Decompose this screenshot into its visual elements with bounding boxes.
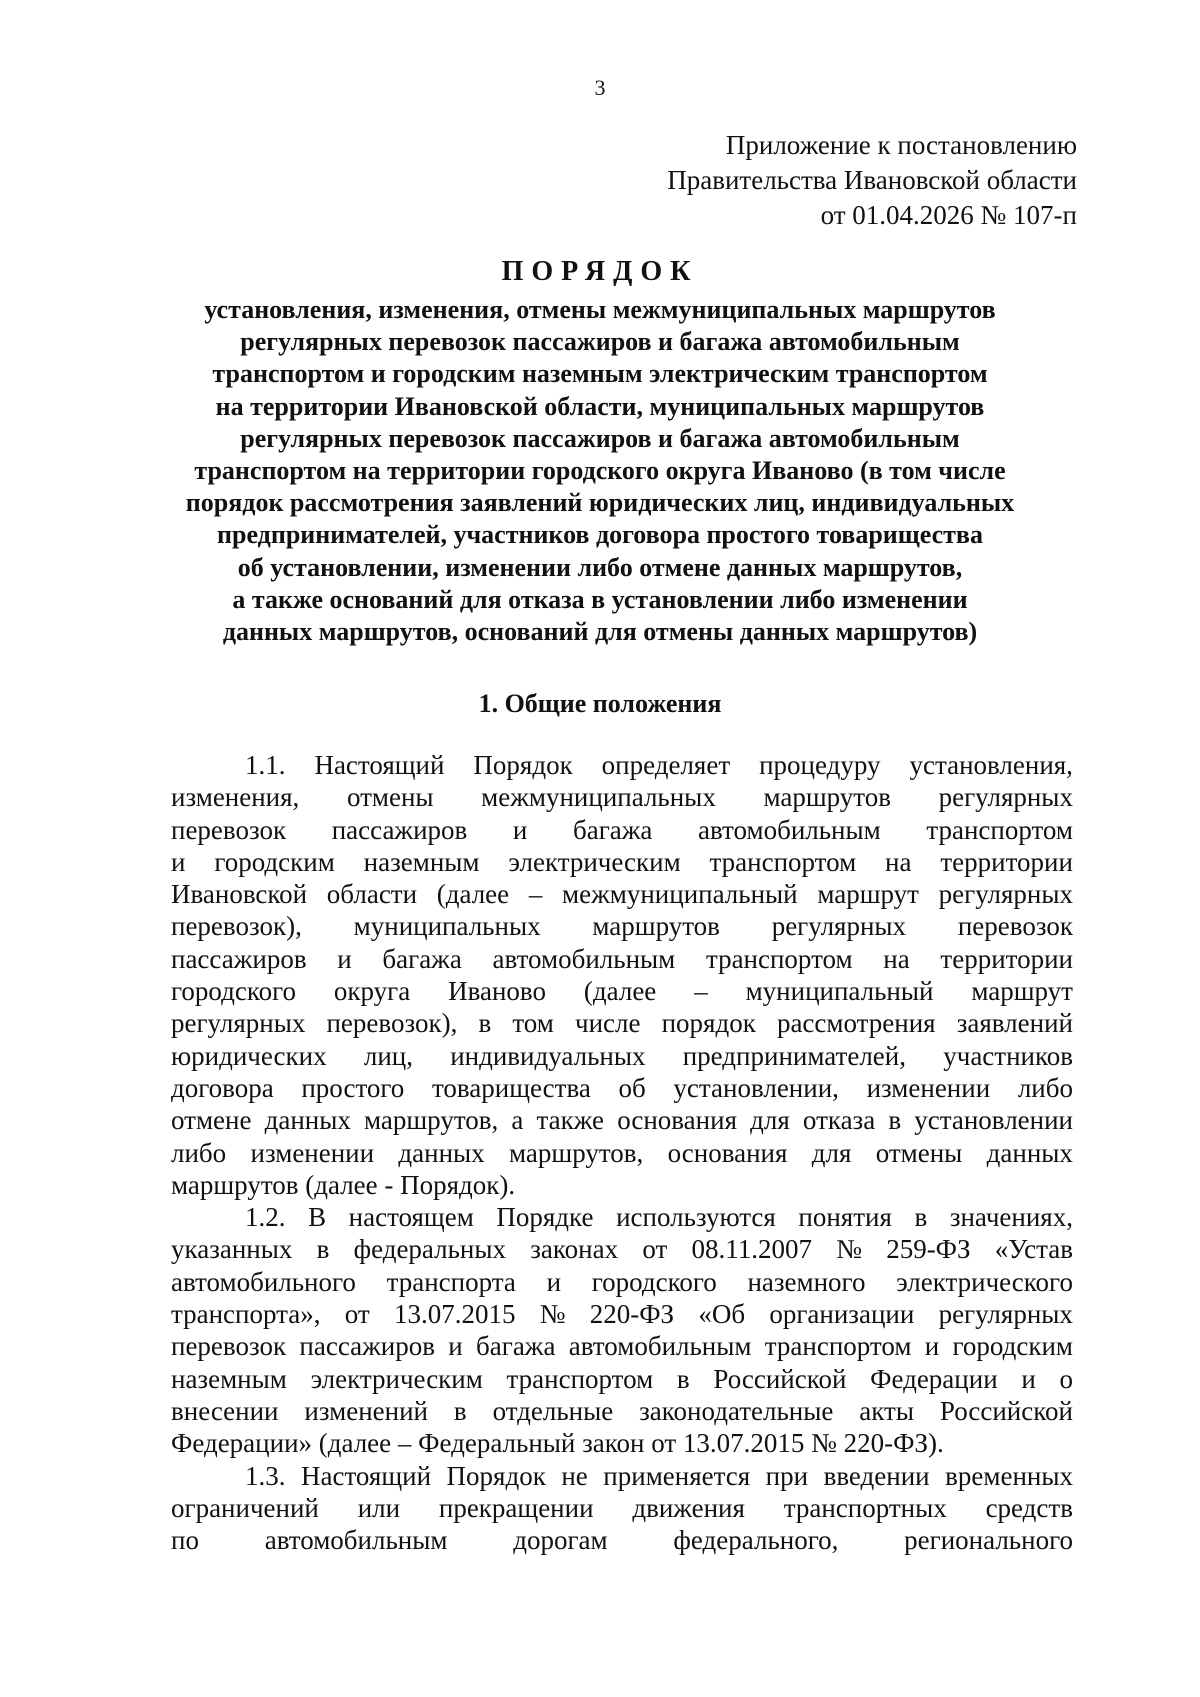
body-word: изменения, [171,782,300,813]
body-word: в [316,1234,330,1265]
body-word: либо [1017,1072,1073,1103]
body-word: отдельные [492,1395,614,1426]
body-word: транспортом [709,846,857,877]
body-word: Настоящий [301,1460,432,1491]
body-word: на [885,846,912,877]
body-word: указанных [171,1234,293,1265]
body-word: данных [986,1137,1073,1168]
body-word: 08.11.2007 [691,1234,812,1265]
body-word: основания [667,1137,788,1168]
body-word: понятия [798,1202,892,1233]
body-word: округа [333,976,411,1007]
subtitle-line: регулярных перевозок пассажиров и багажа автомобильным [240,327,960,357]
body-word: ограничений [171,1492,319,1523]
approval-line: от 01.04.2026 № 107-п [820,200,1077,230]
body-word: маршрут [817,879,919,910]
body-text [171,749,1073,1556]
body-word: области [326,879,418,910]
subtitle-line: данных маршрутов, оснований для отмены данных маршрутов) [222,617,978,647]
body-word: автомобильным [264,1525,448,1556]
body-word: дорогам [513,1525,608,1556]
approval-block [667,128,1077,233]
body-word: для [750,1105,790,1136]
body-word: законах [530,1234,619,1265]
body-word: Российской [713,1363,847,1394]
body-word: территории [940,943,1073,974]
body-line [171,1201,1073,1233]
body-word: Российской [939,1395,1073,1426]
body-word: В [308,1202,327,1233]
subtitle-line: регулярных перевозок пассажиров и багажа автомобильным [240,423,960,453]
body-word: внесении [171,1395,279,1426]
body-word: законодательные [639,1395,834,1426]
body-line [171,878,1073,910]
body-word: простого [301,1072,405,1103]
body-word: для [811,1137,852,1168]
body-word: городского [171,976,296,1007]
body-word: основания [617,1105,737,1136]
body-word: при [765,1460,809,1491]
body-word: отказа [802,1105,876,1136]
body-word: участников [943,1040,1073,1071]
body-word: транспортных [783,1492,947,1523]
body-word: – [694,976,708,1007]
body-word: территории [940,846,1073,877]
body-word: определяет [601,750,731,780]
body-word: отмене [171,1105,252,1136]
body-word: маршрутов [592,911,720,942]
body-word: № [539,1299,566,1330]
body-word: временных [945,1460,1073,1491]
body-line [171,1460,1073,1492]
body-word: багажа [476,1331,556,1362]
body-line [171,1395,1073,1427]
body-word: в [914,1202,928,1233]
body-word: предпринимателей, [682,1040,906,1071]
body-line [171,846,1073,878]
body-word: «Устав [994,1234,1073,1265]
body-word: регулярных [771,911,907,942]
body-word: изменении [866,1072,991,1103]
body-word: наземным [363,846,480,877]
body-line [171,814,1073,846]
body-word: (далее [436,879,510,910]
body-word: данных [264,1105,351,1136]
body-word: муниципальных [353,911,541,942]
body-word: и [546,1266,562,1297]
body-word: пассажиров [331,814,468,845]
body-word: перевозок [957,911,1073,942]
body-word: регионального [904,1525,1073,1556]
body-line [171,1104,1073,1136]
body-line [171,1266,1073,1298]
body-word: маршрутов [763,782,891,813]
body-word: «Об [698,1299,746,1330]
body-word: от [344,1299,370,1330]
body-word: 220-ФЗ [589,1299,675,1330]
body-word: 1.3. [245,1460,286,1491]
body-word: в [453,1395,467,1426]
body-line [171,943,1073,975]
body-word: о [1059,1363,1073,1394]
subtitle-line: транспортом на территории городского округа Иваново (в том числе [194,456,1006,486]
body-line [171,1007,1073,1039]
body-word: Порядок [446,1460,546,1491]
body-word: и [448,1331,463,1362]
body-word: и [1021,1363,1036,1394]
body-word: перевозок [171,814,287,845]
body-line [171,910,1073,942]
body-word: изменении [250,1137,375,1168]
body-word: Порядке [496,1202,594,1233]
body-word: акты [859,1395,914,1426]
body-word: данных [398,1137,485,1168]
body-word: городским [214,846,335,877]
body-line [171,1492,1073,1524]
body-word: значениях, [949,1202,1073,1233]
body-word: маршрут [971,976,1073,1007]
body-word: пассажиров [299,1331,435,1362]
body-word: и [512,814,528,845]
body-word: индивидуальных [450,1040,646,1071]
body-word: договора [171,1072,274,1103]
subtitle-line: порядок рассмотрения заявлений юридических лиц, индивидуальных [185,488,1015,518]
body-word: электрического [896,1266,1073,1297]
body-word: транспортом [926,814,1073,845]
body-word: изменений [304,1395,428,1426]
body-word: процедуру [759,750,881,780]
body-word: регулярных [938,879,1073,910]
body-word: наземным [171,1363,287,1394]
body-word: установления, [909,750,1073,780]
body-word: числе [574,1008,641,1039]
body-word: электрическим [508,846,681,877]
subtitle-line: а также оснований для отказа в установлении либо изменении [232,584,968,614]
body-word: транспортом [705,943,853,974]
document-title: ПОРЯДОК [501,256,699,287]
body-word: отмены [346,782,434,813]
body-word: по [171,1525,199,1556]
body-word: регулярных [938,1299,1073,1330]
body-word: об [618,1072,646,1103]
body-word: (далее [583,976,657,1007]
body-word: транспортом [764,1331,912,1362]
body-line: Федерации» (далее – Федеральный закон от 13.07.2015 № 220-ФЗ). [171,1428,944,1459]
body-word: от [642,1234,668,1265]
subtitle-line: установления, изменения, отмены межмуниципальных маршрутов [204,295,996,324]
body-word: багажа [572,814,653,845]
body-word: регулярных [171,1008,306,1039]
body-word: городским [952,1331,1073,1362]
body-word: федерального, [673,1525,839,1556]
body-word: также [536,1105,605,1136]
body-word: муниципальный [745,976,934,1007]
body-word: организации [769,1299,915,1330]
body-line [171,749,1073,781]
body-word: и [924,1331,940,1362]
body-word: 13.07.2015 [393,1299,516,1330]
body-word: багажа [382,943,462,974]
body-word: № [836,1234,862,1265]
body-word: используются [616,1202,776,1233]
body-word: наземного [747,1266,866,1297]
body-word: электрическим [310,1363,483,1394]
body-word: регулярных [938,782,1073,813]
body-word: не [561,1460,588,1491]
body-word: товарищества [431,1072,591,1103]
body-word: межмуниципальный [562,879,798,910]
body-word: 1.1. [245,750,286,780]
subtitle-line: на территории Ивановской области, муниципальных маршрутов [215,391,985,421]
body-word: установлении [914,1105,1073,1136]
body-word: введении [823,1460,930,1491]
body-line [171,1298,1073,1330]
body-word: на [883,943,910,974]
body-word: отмены [875,1137,963,1168]
body-line [171,1040,1073,1072]
body-word: городского [591,1266,717,1297]
body-word: а [511,1105,524,1136]
body-word: автомобильным [492,943,676,974]
body-word: движения [632,1492,745,1523]
body-word: в [888,1105,902,1136]
body-word: либо [171,1137,227,1168]
body-word: лиц, [363,1040,413,1071]
body-word: 1.2. [245,1202,286,1233]
body-word: юридических [171,1040,327,1071]
body-word: настоящем [348,1202,474,1233]
body-line [171,1363,1073,1395]
subtitle-line: транспортом и городским наземным электрическим транспортом [212,359,988,389]
approval-line: Правительства Ивановской области [667,165,1077,195]
body-word: порядок [661,1008,756,1039]
body-line [171,1330,1073,1362]
body-word: 259-ФЗ [886,1234,971,1265]
body-word: или [357,1492,401,1523]
subtitle-line: предпринимателей, участников договора простого товарищества [217,520,983,550]
subtitle-line: об установлении, изменении либо отмене данных маршрутов, [237,552,963,582]
body-word: в [478,1008,492,1039]
body-word: Федерации [870,1363,998,1394]
body-line [171,1072,1073,1104]
section-heading: 1. Общие положения [478,689,722,718]
body-word: автомобильным [568,1331,752,1362]
body-word: том [512,1008,554,1039]
body-word: средств [985,1492,1073,1523]
body-word: прекращении [438,1492,594,1523]
approval-line: Приложение к постановлению [725,130,1077,160]
body-word: рассмотрения [776,1008,936,1039]
body-word: перевозок [171,1331,287,1362]
body-word: – [528,879,543,910]
body-word: федеральных [353,1234,507,1265]
body-word: перевозок), [326,1008,458,1039]
body-word: заявлений [956,1008,1073,1039]
body-line [171,1137,1073,1169]
body-word: автомобильным [698,814,881,845]
body-word: Порядок [473,750,573,780]
body-line: маршрутов (далее - Порядок). [171,1169,516,1200]
body-word: транспорта [386,1266,516,1297]
body-word: установлении, [673,1072,839,1103]
body-word: Ивановской [171,879,308,910]
body-word: межмуниципальных [481,782,716,813]
body-word: и [337,943,352,974]
body-word: перевозок), [171,911,302,942]
body-word: и [171,846,186,877]
body-word: в [676,1363,690,1394]
body-word: транспорта», [171,1299,321,1330]
body-word: маршрутов, [364,1105,499,1136]
body-word: маршрутов, [509,1137,644,1168]
document-subtitle [100,294,1100,648]
body-word: применяется [603,1460,751,1491]
body-word: Настоящий [314,750,445,780]
body-line [171,1524,1073,1556]
page-number: 3 [594,75,606,100]
body-word: автомобильного [171,1266,356,1297]
body-line [171,1233,1073,1265]
body-line [171,781,1073,813]
body-line [171,975,1073,1007]
body-word: пассажиров [171,943,307,974]
body-word: транспортом [506,1363,654,1394]
body-word: Иваново [448,976,546,1007]
